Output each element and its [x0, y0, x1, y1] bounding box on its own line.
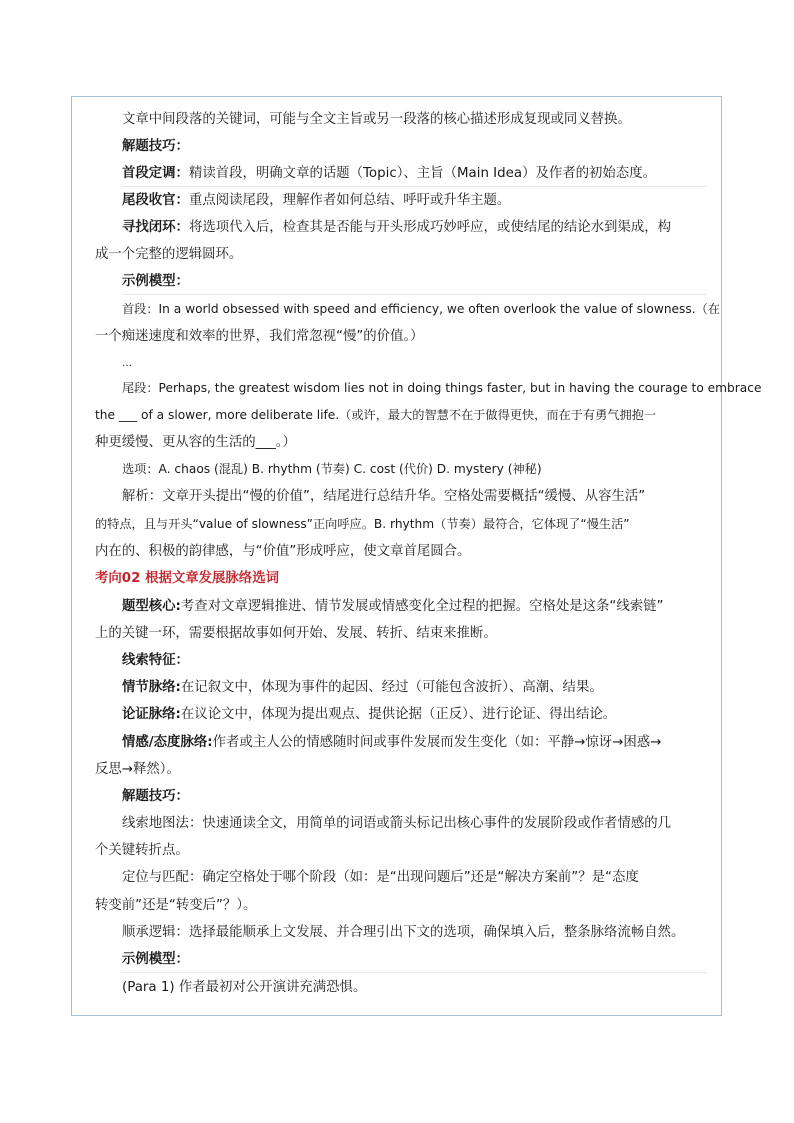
- example-last-paragraph: 尾段：Perhaps, the greatest wisdom lies not in doing things faster, but in having the courage to embrace: [122, 381, 762, 395]
- tip-text: 精读首段，明确文章的话题（Topic）、主旨（Main Idea）及作者的初始态度。: [188, 166, 656, 181]
- clue-text: 作者或主人公的情感随时间或事件发展而发生变化（如：平静→惊讶→困惑→: [212, 735, 662, 750]
- example-first-paragraph: 首段：In a world obsessed with speed and efficiency, we often overlook the value of slowness.（在: [122, 302, 721, 316]
- tip-label: 尾段收官：: [122, 193, 189, 208]
- clue-text: 在议论文中，体现为提出观点、提供论据（正反）、进行论证、得出结论。: [180, 707, 617, 722]
- analysis-line-3: 内在的、积极的韵律感，与“价值”形成呼应，使文章首尾圆合。: [95, 544, 471, 559]
- clue-emotion-cont: 反思→释然）。: [95, 762, 180, 777]
- clue-emotion: [122, 729, 707, 756]
- skill-locate-match-cont: 转变前”还是“转变后”？）。: [95, 898, 257, 913]
- skill-clue-map: 线索地图法：快速通读全文，用简单的词语或箭头标记出核心事件的发展阶段或作者情感的几: [122, 816, 672, 831]
- skill-locate-match: 定位与匹配：确定空格处于哪个阶段（如：是“出现问题后”还是“解决方案前”？是“态度: [122, 870, 639, 885]
- tips-heading-2: 解题技巧：: [122, 789, 189, 804]
- tip-label: 首段定调：: [122, 166, 189, 181]
- model-heading-1: 示例模型：: [122, 268, 707, 295]
- clue-heading: 线索特征：: [122, 653, 189, 668]
- options-line: 选项：A. chaos (混乱) B. rhythm (节奏) C. cost (代价) D. mystery (神秘): [122, 462, 542, 476]
- example-last-paragraph-cont: the ___ of a slower, more deliberate life.（或许，最大的智慧不在于做得更快，而在于有勇气拥抱一: [95, 408, 657, 422]
- intro-paragraph: 文章中间段落的关键词，可能与全文主旨或另一段落的核心描述形成复现或同义替换。: [122, 112, 631, 127]
- core-label: 题型核心:: [122, 599, 181, 614]
- tip-closed-loop: [122, 214, 707, 241]
- clue-text: 在记叙文中，体现为事件的起因、经过（可能包含波折）、高潮、结果。: [180, 680, 603, 695]
- ellipsis: …: [122, 358, 132, 369]
- skill-clue-map-cont: 个关键转折点。: [95, 843, 189, 858]
- tip-last-paragraph: [122, 187, 707, 214]
- clue-label: 论证脉络:: [122, 707, 181, 722]
- analysis-line-2: 的特点，且与开头“value of slowness”正向呼应。B. rhythm（节奏）最符合，它体现了“慢生活”: [95, 517, 630, 531]
- section-2-title: 考向02 根据文章发展脉络选词: [95, 571, 279, 586]
- skill-sequential-logic: 顺承逻辑：选择最能顺承上文发展、并合理引出下文的选项，确保填入后，整条脉络流畅自然。: [122, 925, 685, 940]
- clue-argument: [122, 701, 707, 728]
- tips-heading-1: 解题技巧：: [122, 139, 189, 154]
- example-first-translation: 一个痴迷速度和效率的世界，我们常忽视“慢”的价值。）: [95, 329, 424, 344]
- example-last-translation: 种更缓慢、更从容的生活的___。）: [95, 435, 296, 450]
- clue-label: 情感/态度脉络:: [122, 735, 213, 750]
- clue-plot: [122, 674, 707, 701]
- analysis-line-1: 解析：文章开头提出“慢的价值”，结尾进行总结升华。空格处需要概括“缓慢、从容生活”: [122, 489, 646, 504]
- model-heading-2: 示例模型：: [122, 946, 707, 973]
- clue-label: 情节脉络:: [122, 680, 181, 695]
- tip-closed-loop-cont: 成一个完整的逻辑圆环。: [95, 247, 243, 262]
- tip-text: 重点阅读尾段，理解作者如何总结、呼吁或升华主题。: [188, 193, 511, 208]
- tip-text: 将选项代入后，检查其是否能与开头形成巧妙呼应，或使结尾的结论水到渠成，构: [188, 220, 672, 235]
- core-line-1: [122, 593, 707, 620]
- example-para-1: (Para 1) 作者最初对公开演讲充满恐惧。: [122, 980, 367, 995]
- core-text: 考查对文章逻辑推进、情节发展或情感变化全过程的把握。空格处是这条“线索链”: [180, 599, 664, 614]
- tip-first-paragraph: [122, 160, 707, 187]
- core-line-2: 上的关键一环，需要根据故事如何开始、发展、转折、结束来推断。: [95, 626, 497, 641]
- tip-label: 寻找闭环：: [122, 220, 189, 235]
